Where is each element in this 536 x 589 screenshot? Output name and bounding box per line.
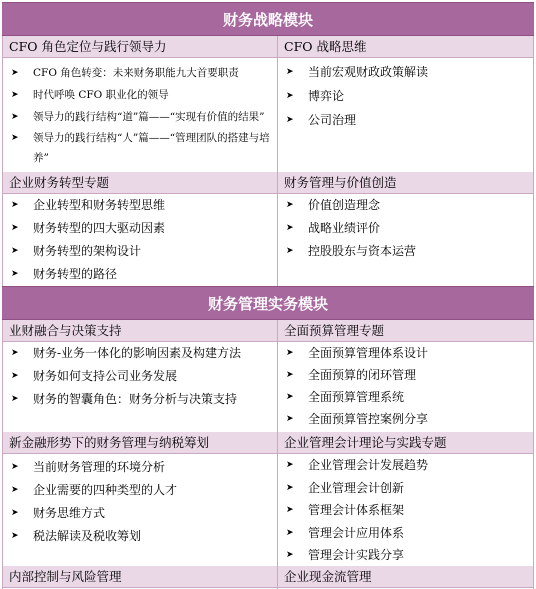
bullet-arrow-icon: ➤ [11,485,19,495]
bullet-arrow-icon: ➤ [11,394,19,404]
bullet-arrow-icon: ➤ [286,392,294,402]
list-item: ➤ 领导力的践行结构“道”篇——“实现有价值的结果” [3,106,277,128]
cell-title: CFO 角色定位与践行领导力 [3,36,277,58]
list-item: ➤ 财务思维方式 [3,502,277,525]
cell-title: 新金融形势下的财务管理与纳税筹划 [3,432,277,454]
list-item: ➤ 全面预算管理体系设计 [278,342,533,364]
bullet-arrow-icon: ➤ [286,370,294,380]
list-item: ➤ 管理会计体系框架 [278,499,533,522]
list-item: ➤ 当前财务管理的环境分析 [3,456,277,479]
bullet-arrow-icon: ➤ [286,414,294,424]
bullet-arrow-icon: ➤ [11,462,19,472]
list-item: ➤ 全面预算管理系统 [278,386,533,408]
cell-finance-transformation [2,172,278,286]
section-header-strategy: 财务战略模块 [2,2,534,36]
list-item: ➤ 时代呼唤 CFO 职业化的领导 [3,84,277,106]
cell-tax-planning [2,432,278,566]
list-item: ➤ 财务的智囊角色：财务分析与决策支持 [3,388,277,411]
bullet-arrow-icon: ➤ [11,200,19,210]
cell-internal-control [2,566,278,589]
list-item: ➤ 公司治理 [278,108,533,132]
list-item: ➤ 领导力的践行结构“人”篇——“管理团队的搭建与培养” [3,128,277,168]
list-item: ➤ 企业转型和财务转型思维 [3,194,277,217]
list-item: ➤ 价值创造理念 [278,194,533,217]
bullet-arrow-icon: ➤ [11,348,19,358]
list-item: ➤ 当前宏观财政政策解读 [278,60,533,84]
bullet-arrow-icon: ➤ [11,90,19,100]
cell-cashflow [278,566,534,589]
list-item: ➤ 财务转型的路径 [3,263,277,286]
list-item: ➤ 企业管理会计创新 [278,477,533,500]
cell-title: CFO 战略思维 [278,36,533,58]
list-item: ➤ 财务-业务一体化的影响因素及构建方法 [3,342,277,365]
bullet-arrow-icon: ➤ [11,246,19,256]
list-item: ➤ 税法解读及税收筹划 [3,525,277,548]
cell-title: 内部控制与风险管理 [3,566,277,588]
cell-title: 企业财务转型专题 [3,172,277,194]
list-item: ➤ 企业管理会计发展趋势 [278,454,533,477]
list-item: ➤ 博弈论 [278,84,533,108]
list-item: ➤ 战略业绩评价 [278,217,533,240]
list-item: ➤ 企业需要的四种类型的人才 [3,479,277,502]
course-table [2,2,534,589]
list-item: ➤ 管理会计实践分享 [278,544,533,567]
list-item: ➤ 财务转型的架构设计 [3,240,277,263]
cell-title: 全面预算管理专题 [278,320,533,342]
cell-cfo-leadership [2,36,278,172]
bullet-arrow-icon: ➤ [286,246,294,256]
list-item: ➤ CFO 角色转变：未来财务职能九大首要职责 [3,62,277,84]
bullet-arrow-icon: ➤ [11,112,19,122]
bullet-arrow-icon: ➤ [286,348,294,358]
list-item: ➤ 全面预算的闭环管理 [278,364,533,386]
bullet-arrow-icon: ➤ [286,223,294,233]
bullet-arrow-icon: ➤ [286,505,294,515]
bullet-arrow-icon: ➤ [11,133,19,143]
cell-business-finance [2,320,278,432]
bullet-arrow-icon: ➤ [11,531,19,541]
list-item: ➤ 财务如何支持公司业务发展 [3,365,277,388]
list-item: ➤ 控股股东与资本运营 [278,240,533,263]
bullet-arrow-icon: ➤ [286,91,294,101]
bullet-arrow-icon: ➤ [11,371,19,381]
bullet-arrow-icon: ➤ [286,67,294,77]
bullet-arrow-icon: ➤ [286,527,294,538]
bullet-arrow-icon: ➤ [286,460,294,470]
bullet-arrow-icon: ➤ [286,115,294,125]
bullet-arrow-icon: ➤ [286,482,294,493]
list-item: ➤ 财务转型的四大驱动因素 [3,217,277,240]
cell-budget [278,320,534,432]
bullet-arrow-icon: ➤ [11,269,19,279]
bullet-arrow-icon: ➤ [11,508,19,518]
cell-title: 财务管理与价值创造 [278,172,533,194]
bullet-arrow-icon: ➤ [11,223,19,233]
cell-title: 企业管理会计理论与实践专题 [278,432,533,454]
bullet-arrow-icon: ➤ [286,200,294,210]
list-item: ➤ 全面预算管控案例分享 [278,408,533,430]
cell-value-creation [278,172,534,286]
cell-management-accounting [278,432,534,566]
section-header-practice: 财务管理实务模块 [2,286,534,320]
bullet-arrow-icon: ➤ [286,550,294,560]
cell-title: 企业现金流管理 [278,566,533,588]
list-item: ➤ 管理会计应用体系 [278,522,533,545]
cell-title: 业财融合与决策支持 [3,320,277,342]
bullet-arrow-icon: ➤ [11,68,19,78]
cell-cfo-strategy [278,36,534,172]
